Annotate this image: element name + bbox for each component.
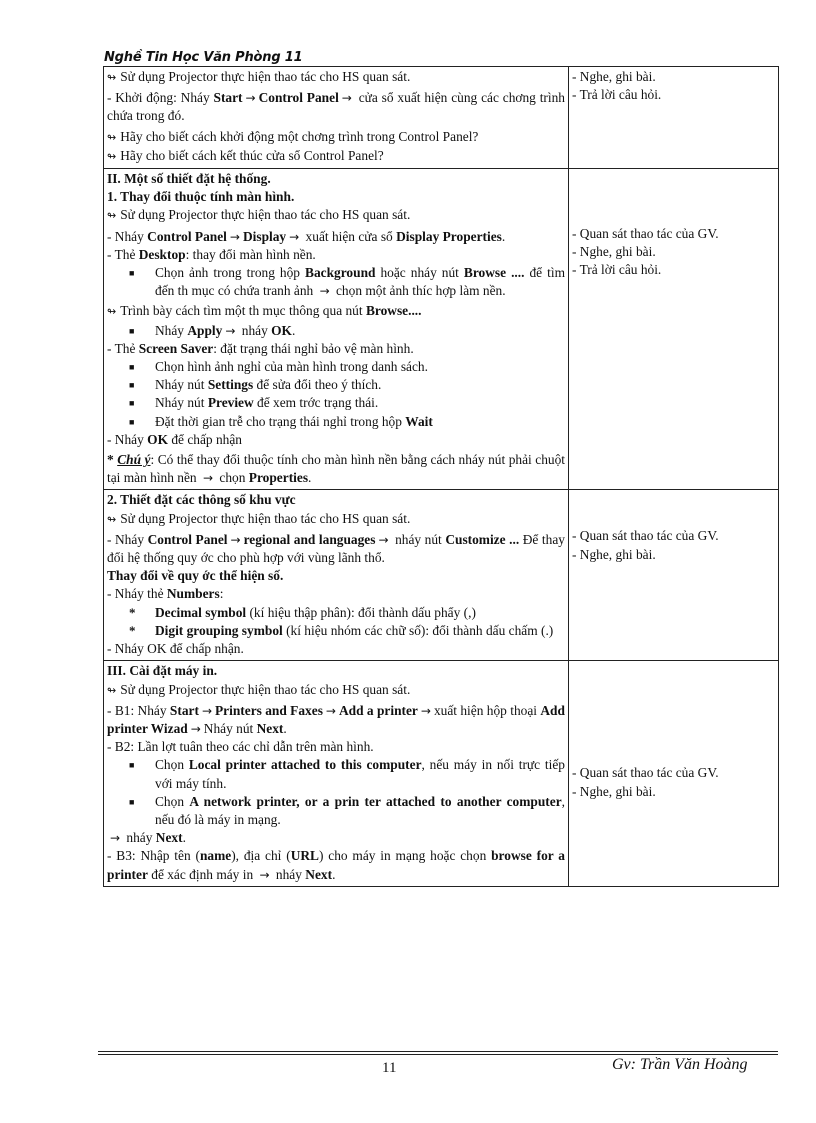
text: nháy nút <box>391 531 446 547</box>
student-line: - Quan sát thao tác của GV. <box>572 528 719 544</box>
student-activity-cell <box>569 661 779 886</box>
text: Control Panel <box>258 90 339 106</box>
footer-divider <box>98 1054 778 1055</box>
student-line: - Nghe, ghi bài. <box>572 69 656 84</box>
text: browse for a printer <box>107 848 565 882</box>
list-item <box>107 376 565 394</box>
right-arrow-icon: → <box>225 323 236 338</box>
right-arrow-icon: → <box>202 471 214 486</box>
text: Display <box>242 228 287 244</box>
text: Browse.... <box>365 303 422 319</box>
text: Decimal symbol <box>155 604 247 620</box>
text: nháy <box>272 866 306 882</box>
text: Next <box>256 720 284 736</box>
text: Start <box>169 702 199 718</box>
text: - Thẻ <box>107 246 139 262</box>
text: . <box>332 866 336 882</box>
list-item <box>107 622 565 640</box>
text: để xem trớc trạng thái. <box>253 395 379 411</box>
text: Add a printer <box>338 702 418 718</box>
text: Để thay đổi hệ thống quy ớc cho phù hợp với vùng lãnh thổ. <box>107 531 565 566</box>
right-arrow-icon: → <box>230 532 241 547</box>
hook-arrow-icon: ↬ <box>107 512 117 526</box>
student-line: - Nghe, ghi bài. <box>572 546 656 562</box>
text: Digit grouping symbol <box>155 622 283 638</box>
square-bullet-icon: ■ <box>129 380 135 391</box>
list-item <box>107 756 565 792</box>
text: * <box>107 452 118 468</box>
text: Settings <box>207 377 254 393</box>
hook-arrow-icon: ↬ <box>107 683 117 697</box>
table-row <box>104 661 779 886</box>
square-bullet-icon: ■ <box>129 760 135 771</box>
text: Nháy nút <box>155 377 208 393</box>
text: : thay đổi màn hình nền. <box>185 246 316 262</box>
text: hoặc nháy nút <box>375 265 464 281</box>
text: Hãy cho biết cách khởi động một chơng trình trong Control Panel? <box>120 128 479 144</box>
text: OK <box>271 322 292 338</box>
text: - Thẻ <box>107 340 139 356</box>
text: Browse .... <box>463 265 525 281</box>
teacher-activity-cell <box>104 490 569 661</box>
text: - B3: Nhập tên ( <box>107 848 200 864</box>
table-row <box>104 490 779 661</box>
subsection-heading: 2. Thiết đặt các thông số khu vực <box>107 492 296 508</box>
text: Nháy nút <box>155 395 208 411</box>
student-activity-cell <box>569 169 779 490</box>
text: Sử dụng Projector thực hiện thao tác cho HS quan sát. <box>120 207 411 223</box>
section-heading: II. Một số thiết đặt hệ thống. <box>107 171 271 187</box>
text: ), địa chỉ ( <box>231 848 291 864</box>
text: Đặt thời gian trễ cho trạng thái nghỉ trong hộp <box>155 413 406 429</box>
lesson-plan-table <box>103 66 779 887</box>
footer-author: Gv: Trần Văn Hoàng <box>612 1056 748 1073</box>
text: nháy <box>123 830 156 846</box>
text: (kí hiệu thập phân): đổi thành dấu phẩy (,) <box>246 604 476 620</box>
text: xuất hiện cửa sổ <box>302 228 397 244</box>
right-arrow-icon: → <box>289 229 300 244</box>
subsection-heading: 1. Thay đổi thuộc tính màn hình. <box>107 189 295 205</box>
text: để chấp nhận <box>168 431 243 447</box>
list-item <box>107 358 565 376</box>
text: Numbers <box>166 586 220 602</box>
text: - Nháy OK để chấp nhận. <box>107 641 244 657</box>
text: nháy <box>238 322 272 338</box>
student-line: - Trả lời câu hỏi. <box>572 87 662 103</box>
square-bullet-icon: ■ <box>129 325 135 336</box>
text: cửa sổ xuất hiện cùng các chơng trình chứa trong đó. <box>107 90 565 124</box>
square-bullet-icon: ■ <box>129 416 135 427</box>
right-arrow-icon: → <box>201 703 212 718</box>
text: Hãy cho biết cách kết thúc cửa sổ Control Panel? <box>120 147 384 163</box>
text: ) cho máy in mạng hoặc chọn <box>318 848 492 864</box>
text: Next <box>305 866 333 882</box>
text: Display Properties <box>396 228 502 244</box>
text: name <box>199 848 232 864</box>
text: Preview <box>207 395 254 411</box>
text: để tìm đến th mục có chứa tranh ảnh <box>155 265 565 299</box>
text: regional and languages <box>243 531 376 547</box>
student-line: - Nghe, ghi bài. <box>572 783 656 799</box>
list-item <box>107 394 565 412</box>
text: chọn một ảnh thíc hợp làm nền. <box>332 283 506 299</box>
text: Sử dụng Projector thực hiện thao tác cho HS quan sát. <box>120 681 411 697</box>
list-item <box>107 793 565 829</box>
student-activity-cell <box>569 67 779 169</box>
text: Apply <box>187 322 223 338</box>
right-arrow-icon: → <box>341 91 352 106</box>
right-arrow-icon: → <box>420 703 431 718</box>
list-item <box>107 413 565 431</box>
student-activity-cell <box>569 490 779 661</box>
text: Chọn ảnh trong trong hộp <box>155 265 306 281</box>
student-line: - Quan sát thao tác của GV. <box>572 226 719 242</box>
text: . <box>182 830 186 846</box>
right-arrow-icon: → <box>325 703 336 718</box>
text: - B2: Lần lợt tuân theo các chỉ dẫn trên màn hình. <box>107 739 374 755</box>
student-line: - Trả lời câu hỏi. <box>572 262 662 278</box>
subsection-heading: Thay đổi về quy ớc thể hiện số. <box>107 568 284 584</box>
hook-arrow-icon: ↬ <box>107 305 117 319</box>
text: Nháy nút <box>203 720 257 736</box>
right-arrow-icon: → <box>229 229 240 244</box>
text: Desktop <box>138 246 186 262</box>
hook-arrow-icon: ↬ <box>107 149 117 163</box>
text: Chọn hình ảnh nghỉ của màn hình trong danh sách. <box>155 359 428 375</box>
text: A network printer, or a prin ter attached to another computer <box>189 793 562 809</box>
table-row <box>104 67 779 169</box>
text: . <box>291 322 296 338</box>
text: xuất hiện hộp thoại <box>433 702 541 718</box>
text: (kí hiệu nhóm các chữ số): đổi thành dấu chấm (.) <box>282 622 554 638</box>
student-line: - Nghe, ghi bài. <box>572 244 656 260</box>
text: : Có thể thay đổi thuộc tính cho màn hình nền bằng cách nháy nút phải chuột tại màn hình nền <box>107 452 565 486</box>
text: Control Panel <box>147 228 227 244</box>
square-bullet-icon: ■ <box>129 796 135 807</box>
text: . <box>283 720 287 736</box>
text: URL <box>290 848 319 864</box>
text: Printers and Faxes <box>215 702 323 718</box>
text: - B1: Nháy <box>107 702 170 718</box>
right-arrow-icon: → <box>110 831 121 846</box>
right-arrow-icon: → <box>319 284 330 299</box>
text: Background <box>305 265 376 281</box>
right-arrow-icon: → <box>378 532 389 547</box>
text: Local printer attached to this computer <box>188 757 422 773</box>
text: - Nháy thẻ <box>107 586 167 602</box>
right-arrow-icon: → <box>245 91 256 106</box>
teacher-activity-cell <box>104 169 569 490</box>
text: để sửa đổi theo ý thích. <box>253 377 382 393</box>
text: : đặt trạng thái nghỉ bảo vệ màn hình. <box>213 340 414 356</box>
text: Add printer Wizad <box>107 702 565 736</box>
text: Chọn <box>155 793 190 809</box>
text: Screen Saver <box>138 340 214 356</box>
text: , nếu đó là máy in mạng. <box>155 793 565 827</box>
text: Customize ... <box>445 531 520 547</box>
note-label: Chú ý <box>117 452 151 468</box>
text: . <box>308 470 312 486</box>
text: Properties <box>248 470 309 486</box>
text: Start <box>213 90 243 106</box>
section-heading: III. Cài đặt máy in. <box>107 663 218 679</box>
list-item <box>107 264 565 300</box>
hook-arrow-icon: ↬ <box>107 71 117 84</box>
footer-divider <box>98 1051 778 1052</box>
text: Wait <box>405 413 433 429</box>
text: Next <box>155 830 183 846</box>
list-item <box>107 322 565 340</box>
text: OK <box>147 431 169 447</box>
student-line: - Quan sát thao tác của GV. <box>572 765 719 781</box>
teacher-activity-cell <box>104 661 569 886</box>
text: để xác định máy in <box>147 866 257 882</box>
text: - Nháy <box>107 431 148 447</box>
page-number: 11 <box>382 1060 397 1076</box>
hook-arrow-icon: ↬ <box>107 130 117 144</box>
text: : <box>219 586 224 602</box>
right-arrow-icon: → <box>259 867 270 882</box>
square-bullet-icon: ■ <box>129 268 135 279</box>
text: - Khởi động: Nháy <box>107 90 214 106</box>
table-row <box>104 169 779 490</box>
star-bullet-icon: * <box>129 622 136 638</box>
square-bullet-icon: ■ <box>129 362 135 373</box>
list-item <box>107 604 565 622</box>
text: - Nháy <box>107 531 148 547</box>
right-arrow-icon: → <box>190 721 201 736</box>
text: - Nháy <box>107 228 148 244</box>
text: Sử dụng Projector thực hiện thao tác cho HS quan sát. <box>120 69 411 84</box>
text: Trình bày cách tìm một th mục thông qua nút <box>120 303 366 319</box>
text: Sử dụng Projector thực hiện thao tác cho HS quan sát. <box>120 510 411 526</box>
teacher-activity-cell <box>104 67 569 169</box>
text: Nháy <box>155 322 188 338</box>
square-bullet-icon: ■ <box>129 398 135 409</box>
page-header-title: Nghề Tin Học Văn Phòng 11 <box>104 50 303 65</box>
star-bullet-icon: * <box>129 604 136 620</box>
hook-arrow-icon: ↬ <box>107 209 117 223</box>
text: chọn <box>216 470 249 486</box>
text: , nếu máy in nối trực tiếp với máy tính. <box>155 757 565 791</box>
text: . <box>501 228 506 244</box>
text: Chọn <box>155 757 189 773</box>
text: Control Panel <box>147 531 228 547</box>
